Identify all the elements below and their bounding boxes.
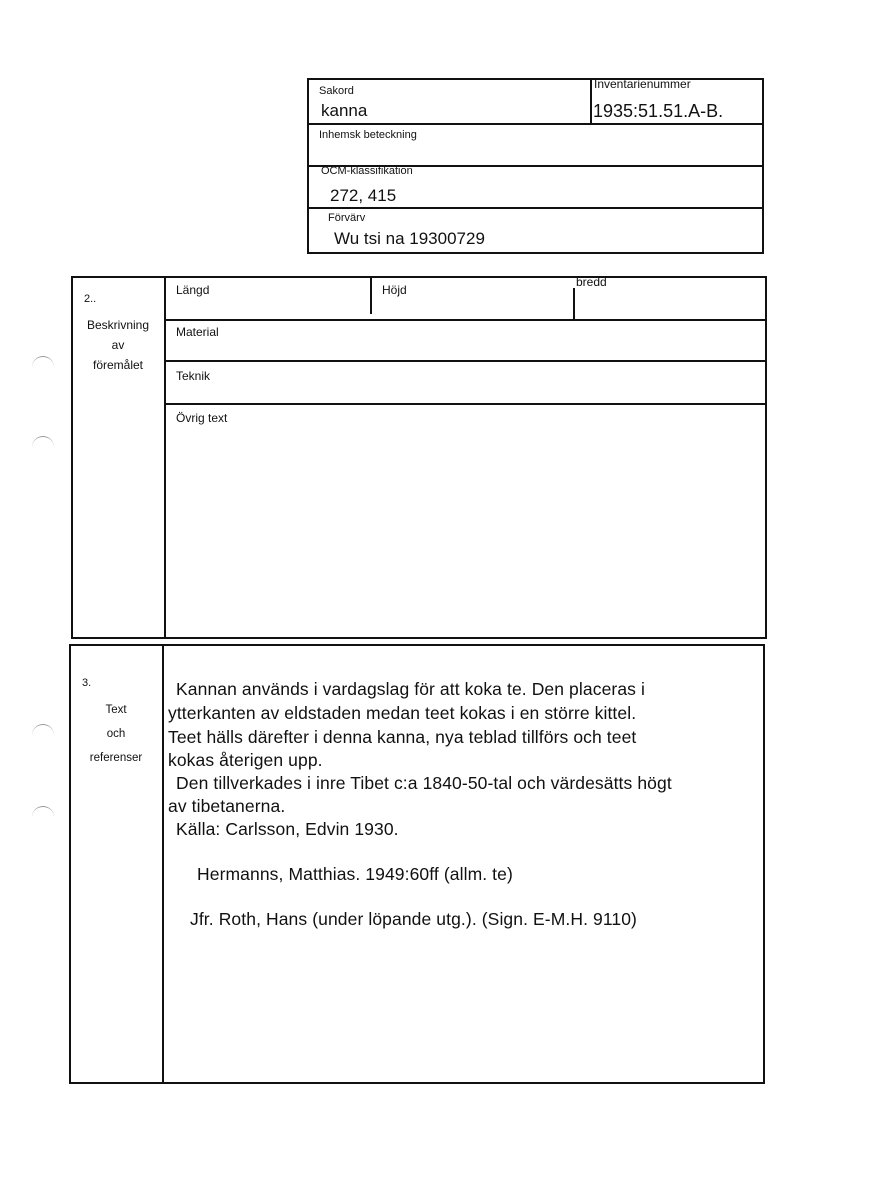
text-side-divider xyxy=(162,644,164,1084)
description-rule xyxy=(164,403,767,405)
section-number: 2.. xyxy=(84,293,97,305)
ocm-value: 272, 415 xyxy=(330,186,397,205)
langd-label: Längd xyxy=(176,283,210,297)
sakord-label: Sakord xyxy=(319,85,354,97)
description-rule xyxy=(164,360,767,362)
teknik-label: Teknik xyxy=(176,369,211,383)
text-line: Teet hälls därefter i denna kanna, nya teblad tillförs och teet xyxy=(168,727,637,747)
text-line: Källa: Carlsson, Edvin 1930. xyxy=(176,819,399,839)
header-rule xyxy=(307,123,764,125)
side-label-line: av xyxy=(111,338,125,352)
inventory-value: 1935:51.51.A-B. xyxy=(593,101,724,121)
side-label-line: referenser xyxy=(89,752,143,764)
text-line: Den tillverkades i inre Tibet c:a 1840-50-tal och värdesätts högt xyxy=(176,773,672,793)
sakord-value: kanna xyxy=(321,101,368,120)
ovrig-text-label: Övrig text xyxy=(176,411,228,425)
hojd-label: Höjd xyxy=(382,283,407,297)
binder-hole-mark xyxy=(32,436,54,451)
reference-line: Jfr. Roth, Hans (under löpande utg.). (Sign. E-M.H. 9110) xyxy=(190,909,637,929)
header-rule xyxy=(307,207,764,209)
inventory-label: Inventarienummer xyxy=(594,77,691,91)
material-label: Material xyxy=(176,325,219,339)
description-side-divider xyxy=(164,276,166,639)
side-label-line: och xyxy=(106,728,126,740)
forvarv-value: Wu tsi na 19300729 xyxy=(334,229,485,248)
text-line: Kannan används i vardagslag för att koka te. Den placeras i xyxy=(176,679,645,699)
reference-line: Hermanns, Matthias. 1949:60ff (allm. te) xyxy=(197,864,513,884)
bredd-label: bredd xyxy=(576,275,607,289)
side-label-line: föremålet xyxy=(92,358,144,372)
ocm-label: OCM-klassifikation xyxy=(321,165,413,177)
binder-hole-mark xyxy=(32,724,54,739)
header-divider xyxy=(590,78,592,124)
text-line: kokas återigen upp. xyxy=(168,750,323,770)
section-number: 3. xyxy=(82,677,92,689)
side-label-line: Beskrivning xyxy=(86,318,150,332)
binder-hole-mark xyxy=(32,806,54,821)
forvarv-label: Förvärv xyxy=(328,212,366,224)
side-label-line: Text xyxy=(105,704,127,716)
text-line: ytterkanten av eldstaden medan teet kokas i en större kittel. xyxy=(168,703,637,723)
dimension-divider xyxy=(573,288,575,320)
binder-hole-mark xyxy=(32,356,54,371)
description-rule xyxy=(164,319,767,321)
inhemsk-label: Inhemsk beteckning xyxy=(319,129,417,141)
section-side-label xyxy=(70,698,162,770)
dimension-divider xyxy=(370,278,372,314)
section-side-label xyxy=(72,315,164,375)
text-line: av tibetanerna. xyxy=(168,796,286,816)
